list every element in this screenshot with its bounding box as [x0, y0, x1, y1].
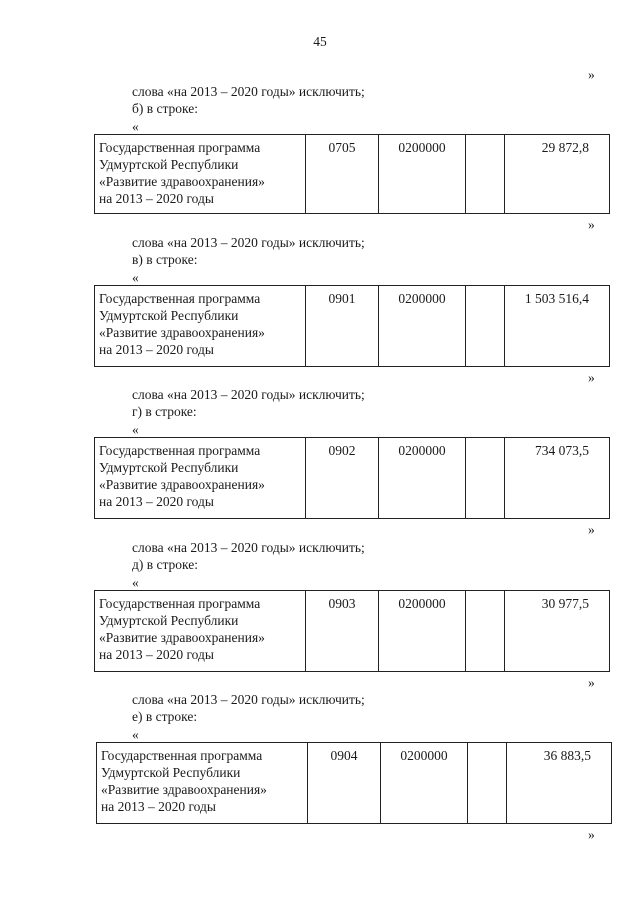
section-code-cell: 0904: [308, 743, 381, 824]
closing-quote: »: [588, 370, 595, 385]
name-line: на 2013 – 2020 годы: [99, 342, 214, 357]
budget-row-table: [94, 134, 610, 214]
page-number: 45: [313, 34, 327, 49]
program-name-cell: [95, 286, 306, 367]
name-line: на 2013 – 2020 годы: [99, 494, 214, 509]
table-row: [95, 591, 610, 672]
name-line: Удмуртской Республики: [101, 765, 241, 780]
block-intro: г) в строке:: [132, 404, 197, 419]
program-name-cell: [95, 135, 306, 214]
name-line: Государственная программа: [99, 291, 261, 306]
exclusion-text: слова «на 2013 – 2020 годы» исключить;: [132, 540, 365, 555]
table-row: [97, 743, 612, 824]
name-line: «Развитие здравоохранения»: [99, 477, 265, 492]
exclusion-text: слова «на 2013 – 2020 годы» исключить;: [132, 84, 365, 99]
budget-row-table: [94, 285, 610, 367]
table-row: [95, 286, 610, 367]
type-code-cell: [468, 743, 507, 824]
closing-quote: »: [588, 827, 595, 842]
type-code-cell: [466, 591, 505, 672]
exclusion-text: слова «на 2013 – 2020 годы» исключить;: [132, 387, 365, 402]
program-name-cell: [95, 438, 306, 519]
program-name-cell: [97, 743, 308, 824]
section-code-cell: 0901: [306, 286, 379, 367]
closing-quote: »: [588, 217, 595, 232]
name-line: Государственная программа: [99, 596, 261, 611]
target-code-cell: 0200000: [379, 135, 466, 214]
name-line: «Развитие здравоохранения»: [99, 325, 265, 340]
block-intro: б) в строке:: [132, 101, 199, 116]
target-code-cell: 0200000: [379, 286, 466, 367]
amount-cell: 36 883,5: [507, 743, 612, 824]
section-code-cell: 0903: [306, 591, 379, 672]
opening-quote: «: [132, 727, 139, 742]
name-line: на 2013 – 2020 годы: [101, 799, 216, 814]
exclusion-text: слова «на 2013 – 2020 годы» исключить;: [132, 235, 365, 250]
target-code-cell: 0200000: [379, 591, 466, 672]
name-line: Удмуртской Республики: [99, 460, 239, 475]
name-line: «Развитие здравоохранения»: [101, 782, 267, 797]
amount-cell: 1 503 516,4: [505, 286, 610, 367]
table-row: [95, 135, 610, 214]
type-code-cell: [466, 438, 505, 519]
block-intro: е) в строке:: [132, 709, 198, 724]
opening-quote: «: [132, 422, 139, 437]
name-line: Удмуртской Республики: [99, 157, 239, 172]
opening-quote: «: [132, 270, 139, 285]
budget-row-table: [94, 437, 610, 519]
name-line: Удмуртской Республики: [99, 613, 239, 628]
opening-quote: «: [132, 119, 139, 134]
closing-quote: »: [588, 522, 595, 537]
closing-quote: »: [588, 675, 595, 690]
name-line: на 2013 – 2020 годы: [99, 647, 214, 662]
target-code-cell: 0200000: [381, 743, 468, 824]
amount-cell: 29 872,8: [505, 135, 610, 214]
opening-quote: «: [132, 575, 139, 590]
target-code-cell: 0200000: [379, 438, 466, 519]
type-code-cell: [466, 286, 505, 367]
name-line: «Развитие здравоохранения»: [99, 174, 265, 189]
budget-row-table: [94, 590, 610, 672]
name-line: Удмуртской Республики: [99, 308, 239, 323]
name-line: Государственная программа: [101, 748, 263, 763]
program-name-cell: [95, 591, 306, 672]
section-code-cell: 0705: [306, 135, 379, 214]
block-intro: в) в строке:: [132, 252, 198, 267]
amount-cell: 30 977,5: [505, 591, 610, 672]
name-line: Государственная программа: [99, 443, 261, 458]
type-code-cell: [466, 135, 505, 214]
closing-quote: »: [588, 67, 595, 82]
name-line: на 2013 – 2020 годы: [99, 191, 214, 206]
budget-row-table: [96, 742, 612, 824]
exclusion-text: слова «на 2013 – 2020 годы» исключить;: [132, 692, 365, 707]
table-row: [95, 438, 610, 519]
block-intro: д) в строке:: [132, 557, 199, 572]
section-code-cell: 0902: [306, 438, 379, 519]
amount-cell: 734 073,5: [505, 438, 610, 519]
name-line: «Развитие здравоохранения»: [99, 630, 265, 645]
name-line: Государственная программа: [99, 140, 261, 155]
